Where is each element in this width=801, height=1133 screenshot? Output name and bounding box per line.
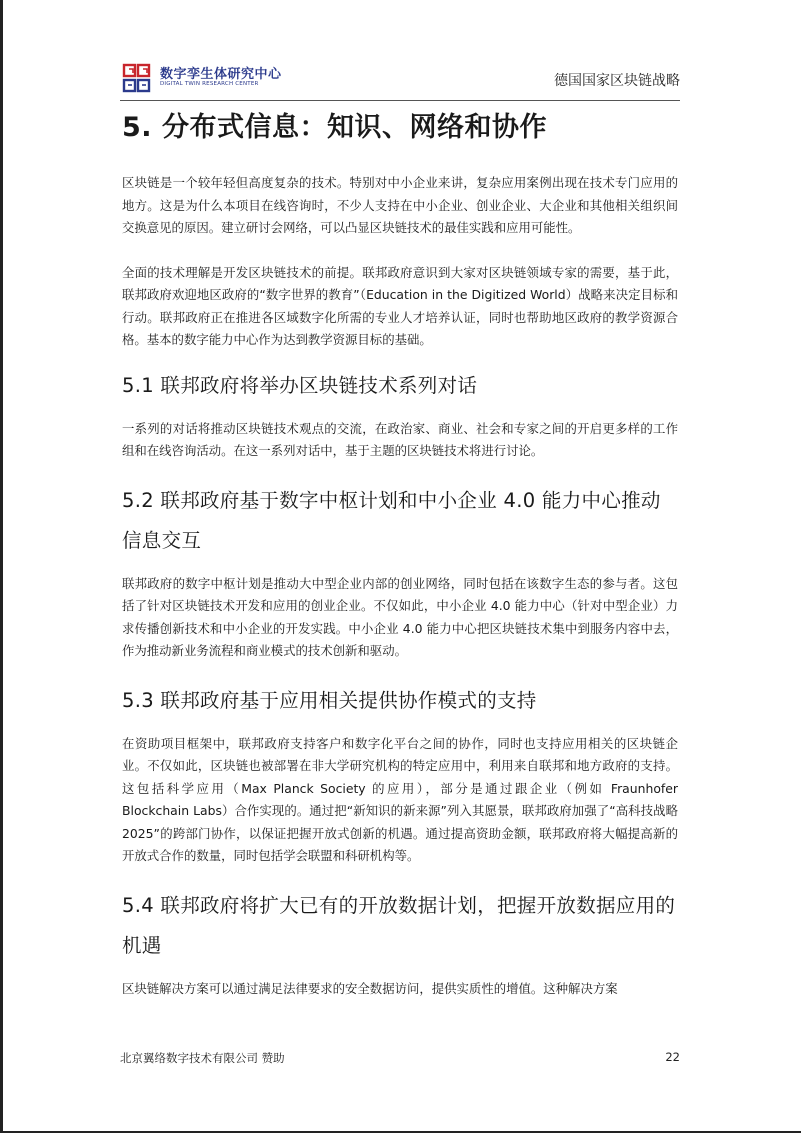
logo-subtitle: DIGITAL TWIN RESEARCH CENTER [160, 81, 259, 87]
logo-mark-icon [122, 62, 156, 96]
subsection-body-5-3: 在资助项目框架中，联邦政府支持客户和数字化平台之间的协作，同时也支持应用相关的区块链企业。不仅如此，区块链也被部署在非大学研究机构的特定应用中，利用来自联邦和地方政府的支持。这包括科学应用（Max Planck Society 的应用），部分是通过跟企业（例如 Fraunhofer Blockchain Labs）合作实现的。通过把“新知识的新来源”列入其愿景，联邦政府加强了“高科技战略 2025”的跨部门协作，以保证把握开放式创新的机遇。通过提高资助金额，联邦政府将大幅提高新的开放式合作的数量，同时包括学会联盟和科研机构等。 [122, 735, 678, 863]
intro-paragraph-1: 区块链是一个较年轻但高度复杂的技术。特别对中小企业来讲，复杂应用案例出现在技术专门应用的地方。这是为什么本项目在线咨询时，不少人支持在中小企业、创业企业、大企业和其他相关组织间交换意见的原因。建立研讨会网络，可以凸显区块链技术的最佳实践和应用可能性。 [122, 175, 678, 235]
subsection-body-5-4: 区块链解决方案可以通过满足法律要求的安全数据访问，提供实质性的增值。这种解决方案 [122, 980, 618, 996]
section-title: 5. 分布式信息：知识、网络和协作 [122, 112, 547, 143]
subsection-heading-5-2: 5.2 联邦政府基于数字中枢计划和中小企业 4.0 能力中心推动信息交互 [122, 488, 661, 552]
intro-paragraph-2: 全面的技术理解是开发区块链技术的前提。联邦政府意识到大家对区块链领域专家的需要，基于此，联邦政府欢迎地区政府的“数字世界的教育”（Education in the Digitized World）战略来决定目标和行动。联邦政府正在推进各区域数字化所需的专业人才培养认证，同时也帮助地区政府的教学资源合格。基本的数字能力中心作为达到教学资源目标的基础。 [122, 264, 678, 347]
subsection-body-5-2: 联邦政府的数字中枢计划是推动大中型企业内部的创业网络，同时包括在该数字生态的参与者。这包括了针对区块链技术开发和应用的创业企业。不仅如此，中小企业 4.0 能力中心（针对中型企业）力求传播创新技术和中小企业的开发实践。中小企业 4.0 能力中心把区块链技术集中到服务内容中去，作为推动新业务流程和商业模式的技术创新和驱动。 [122, 575, 678, 658]
subsection-heading-5-3: 5.3 联邦政府基于应用相关提供协作模式的支持 [122, 688, 537, 712]
subsection-heading-5-4: 5.4 联邦政府将扩大已有的开放数据计划，把握开放数据应用的机遇 [122, 893, 676, 957]
subsection-body-5-1: 一系列的对话将推动区块链技术观点的交流，在政治家、商业、社会和专家之间的开启更多样的工作组和在线咨询活动。在这一系列对话中，基于主题的区块链技术将进行讨论。 [122, 420, 678, 458]
page-header [120, 58, 680, 102]
subsection-heading-5-1: 5.1 联邦政府将举办区块链技术系列对话 [122, 373, 478, 397]
footer-sponsor: 北京翼络数字技术有限公司 赞助 [120, 1051, 285, 1065]
page-left-border [0, 0, 3, 1133]
logo [122, 60, 282, 100]
header-divider [120, 100, 680, 101]
logo-title: 数字孪生体研究中心 [160, 67, 282, 82]
document-title: 德国国家区块链战略 [554, 73, 680, 89]
page-number: 22 [665, 1050, 680, 1064]
page-content [122, 108, 678, 1000]
